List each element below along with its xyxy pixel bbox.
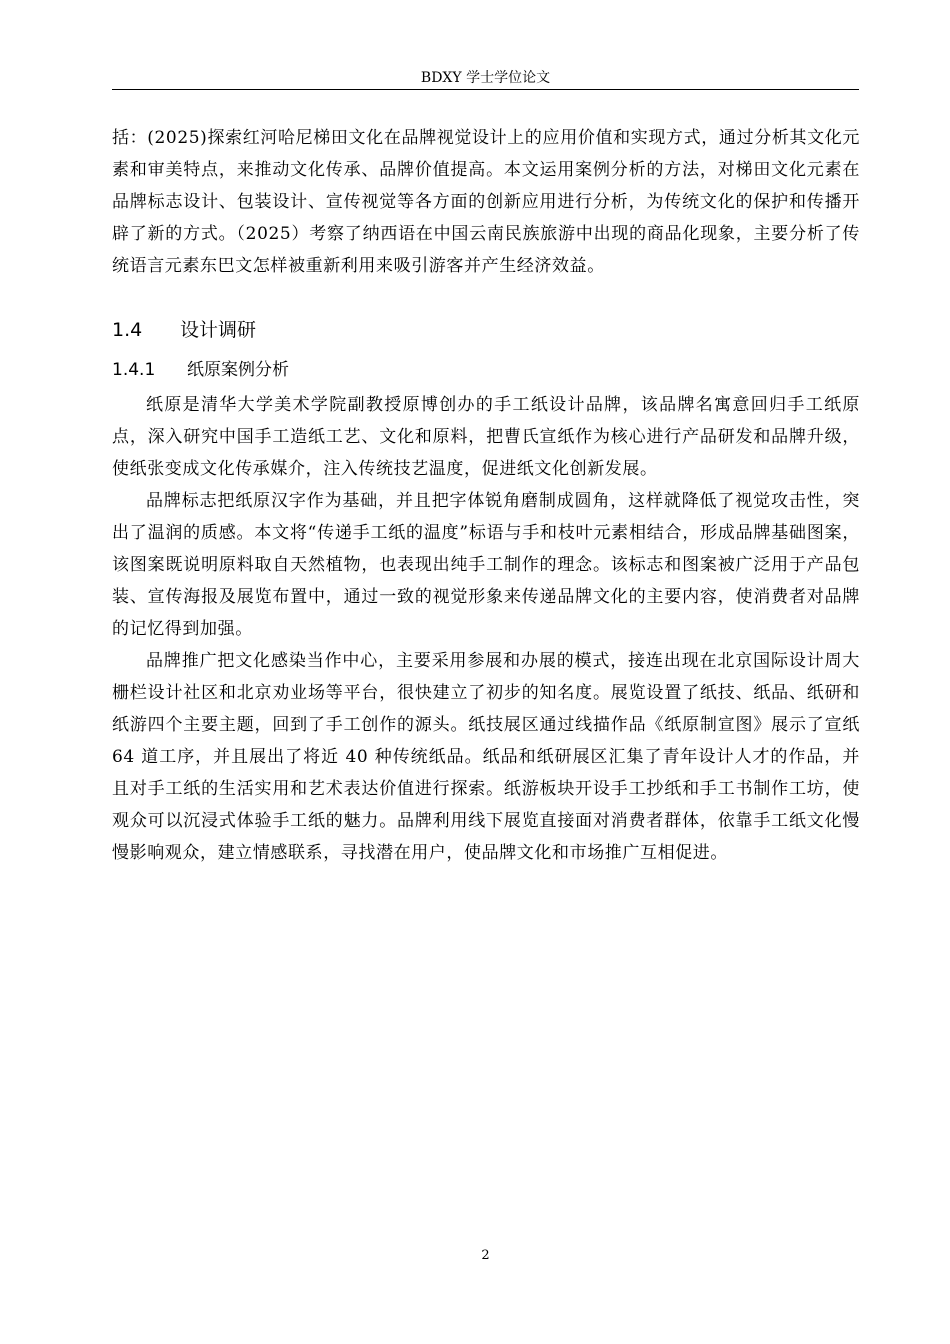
page-content — [112, 122, 860, 869]
section-heading — [112, 315, 860, 345]
paragraph-brand-promotion: 品牌推广把文化感染当作中心，主要采用参展和办展的模式，接连出现在北京国际设计周大栅栏设计社区和北京劝业场等平台，很快建立了初步的知名度。展览设置了纸技、纸品、纸研和纸游四个主要主题，回到了手工创作的源头。纸技展区通过线描作品《纸原制宣图》展示了宣纸 64 道工序，并且展出了将近 40 种传统纸品。纸品和纸研展区汇集了青年设计人才的作品，并且对手工纸的生活实用和艺术表达价值进行探索。纸游板块开设手工抄纸和手工书制作工坊，使观众可以沉浸式体验手工纸的魅力。品牌利用线下展览直接面对消费者群体，依靠手工纸文化慢慢影响观众，建立情感联系，寻找潜在用户，使品牌文化和市场推广互相促进。 — [112, 651, 860, 863]
page-header: BDXY 学士学位论文 — [420, 70, 551, 86]
page-number: 2 — [481, 1248, 490, 1263]
subsection-title: 纸原案例分析 — [187, 360, 289, 380]
paragraph-brand-logo: 品牌标志把纸原汉字作为基础，并且把字体锐角磨制成圆角，这样就降低了视觉攻击性，突出了温润的质感。本文将“传递手工纸的温度”标语与手和枝叶元素相结合，形成品牌基础图案，该图案既说明原料取自天然植物，也表现出纯手工制作的理念。该标志和图案被广泛用于产品包装、宣传海报及展览布置中，通过一致的视觉形象来传递品牌文化的主要内容，使消费者对品牌的记忆得到加强。 — [112, 491, 860, 639]
section-title: 设计调研 — [180, 319, 257, 341]
paragraph-continued: 括：(2025)探索红河哈尼梯田文化在品牌视觉设计上的应用价值和实现方式，通过分析其文化元素和审美特点，来推动文化传承、品牌价值提高。本文运用案例分析的方法，对梯田文化元素在品牌标志设计、包装设计、宣传视觉等各方面的创新应用进行分析，为传统文化的保护和传播开辟了新的方式。（2025）考察了纳西语在中国云南民族旅游中出现的商品化现象，主要分析了传统语言元素东巴文怎样被重新利用来吸引游客并产生经济效益。 — [112, 128, 860, 276]
header-rule — [112, 89, 859, 90]
subsection-heading — [112, 355, 860, 385]
paragraph-brand-intro: 纸原是清华大学美术学院副教授原博创办的手工纸设计品牌，该品牌名寓意回归手工纸原点，深入研究中国手工造纸工艺、文化和原料，把曹氏宣纸作为核心进行产品研发和品牌升级，使纸张变成文化传承媒介，注入传统技艺温度，促进纸文化创新发展。 — [112, 395, 860, 479]
subsection-number: 1.4.1 — [112, 360, 156, 380]
section-number: 1.4 — [112, 319, 143, 341]
